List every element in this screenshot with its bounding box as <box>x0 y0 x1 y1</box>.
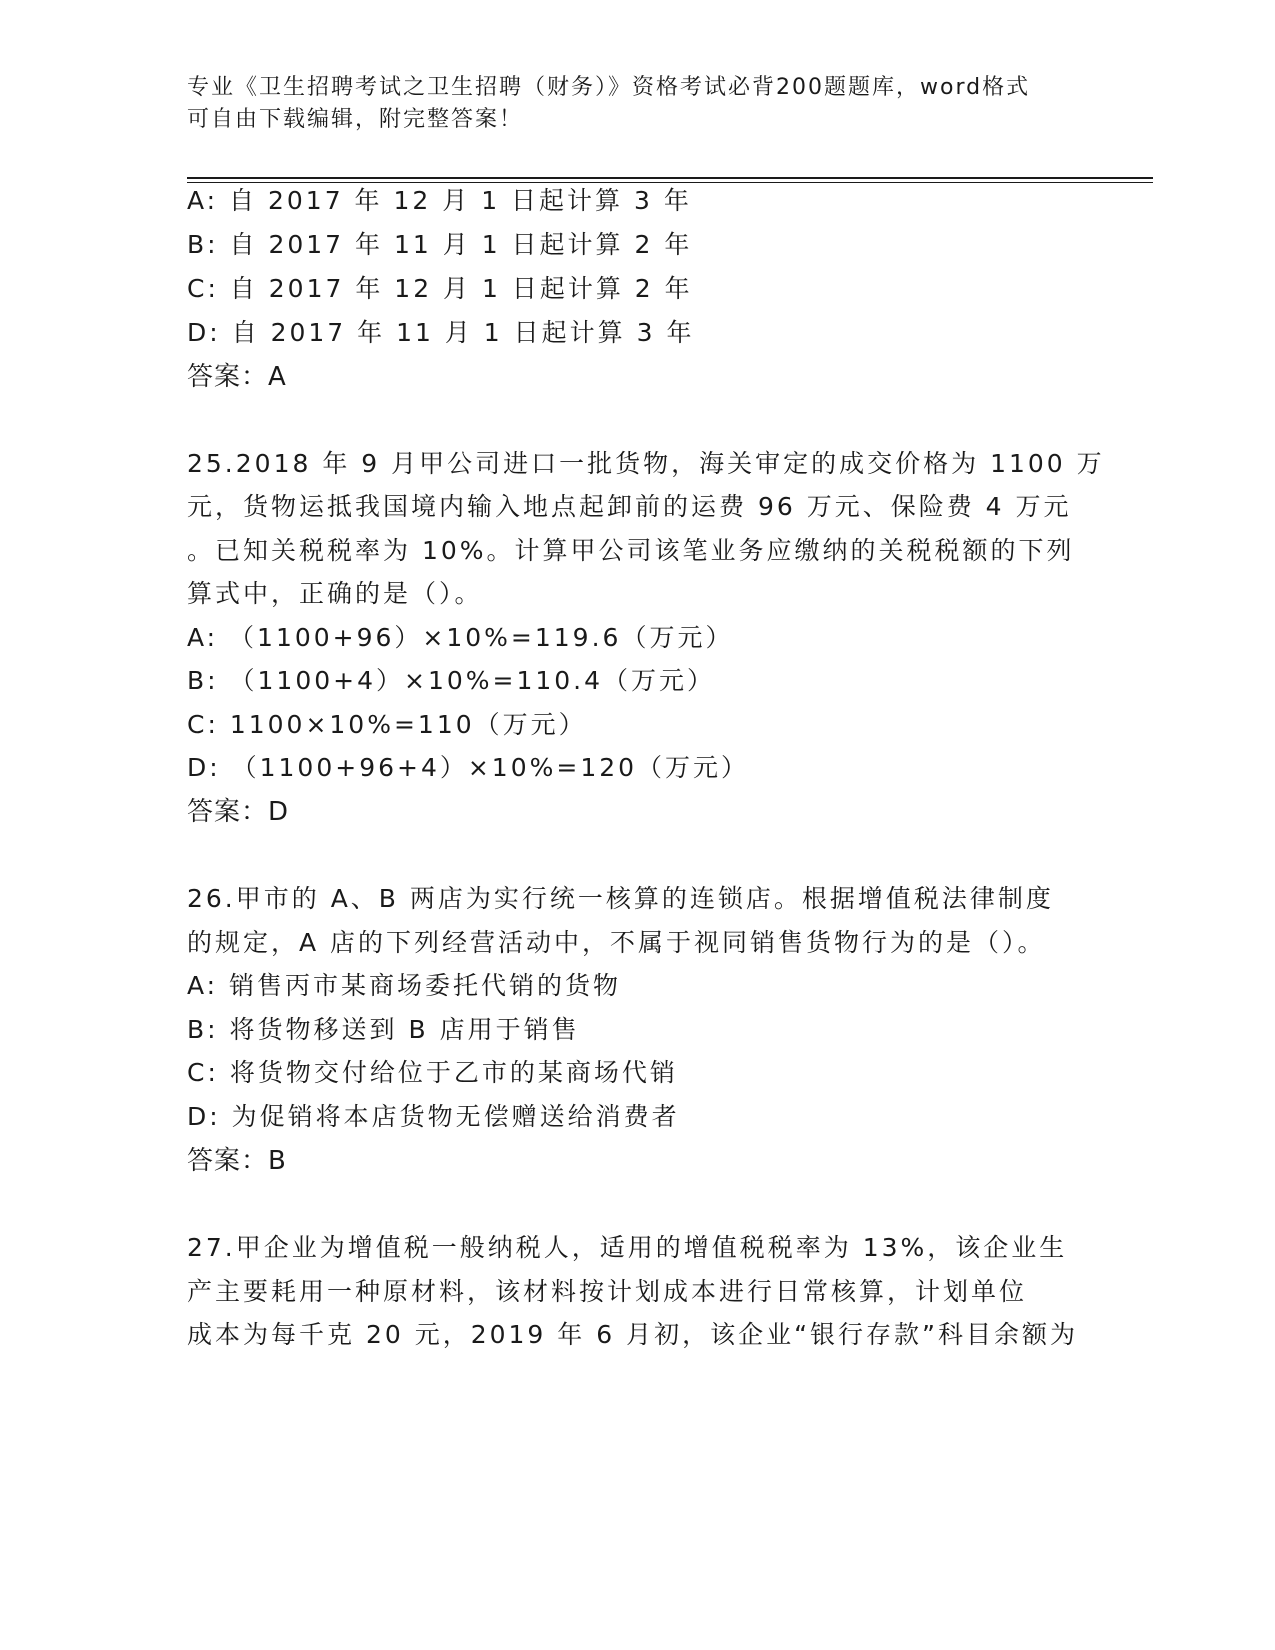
q25-stem-line-4: 算式中，正确的是（）。 <box>187 579 483 608</box>
header-line-2: 可自由下载编辑，附完整答案！ <box>187 107 524 132</box>
q26-option-b: B: 将货物移送到 B 店用于销售 <box>187 1015 580 1044</box>
q25-stem-line-2: 元，货物运抵我国境内输入地点起卸前的运费 96 万元、保险费 4 万元 <box>187 492 1072 521</box>
q24-option-b: B: 自 2017 年 11 月 1 日起计算 2 年 <box>187 230 693 259</box>
header-line-1: 专业《卫生招聘考试之卫生招聘（财务）》资格考试必背200题题库，word格式 <box>187 75 1031 100</box>
q25-stem-line-1: 25.2018 年 9 月甲公司进口一批货物，海关审定的成交价格为 1100 万 <box>187 449 1105 478</box>
q26-stem-line-1: 26.甲市的 A、B 两店为实行统一核算的连锁店。根据增值税法律制度 <box>187 884 1054 913</box>
q26-answer: 答案：B <box>187 1146 287 1176</box>
header-divider-thick <box>187 177 1153 179</box>
q27-stem-line-1: 27.甲企业为增值税一般纳税人，适用的增值税税率为 13%，该企业生 <box>187 1233 1068 1262</box>
q25-option-a: A: （1100+96）×10%=119.6（万元） <box>187 623 734 652</box>
q25-option-b: B: （1100+4）×10%=110.4（万元） <box>187 666 716 695</box>
document-header <box>187 72 1087 136</box>
q27-stem-line-3: 成本为每千克 20 元，2019 年 6 月初，该企业“银行存款”科目余额为 <box>187 1320 1078 1349</box>
q24-option-d: D: 自 2017 年 11 月 1 日起计算 3 年 <box>187 318 695 347</box>
header-divider-thin <box>187 182 1153 183</box>
q25-stem-line-3: 。已知关税税率为 10%。计算甲公司该笔业务应缴纳的关税税额的下列 <box>187 536 1075 565</box>
q26-option-d: D: 为促销将本店货物无偿赠送给消费者 <box>187 1102 680 1131</box>
q25-option-c: C: 1100×10%=110（万元） <box>187 710 587 739</box>
q25-answer: 答案：D <box>187 797 290 827</box>
q25-option-d: D: （1100+96+4）×10%=120（万元） <box>187 753 750 782</box>
q24-option-c: C: 自 2017 年 12 月 1 日起计算 2 年 <box>187 274 693 303</box>
q26-stem-line-2: 的规定，A 店的下列经营活动中，不属于视同销售货物行为的是（）。 <box>187 928 1046 957</box>
q26-option-c: C: 将货物交付给位于乙市的某商场代销 <box>187 1058 678 1087</box>
q27-stem-line-2: 产主要耗用一种原材料，该材料按计划成本进行日常核算，计划单位 <box>187 1277 1028 1306</box>
q24-answer: 答案：A <box>187 362 287 392</box>
q24-option-a: A: 自 2017 年 12 月 1 日起计算 3 年 <box>187 186 692 215</box>
q26-option-a: A: 销售丙市某商场委托代销的货物 <box>187 971 622 1000</box>
